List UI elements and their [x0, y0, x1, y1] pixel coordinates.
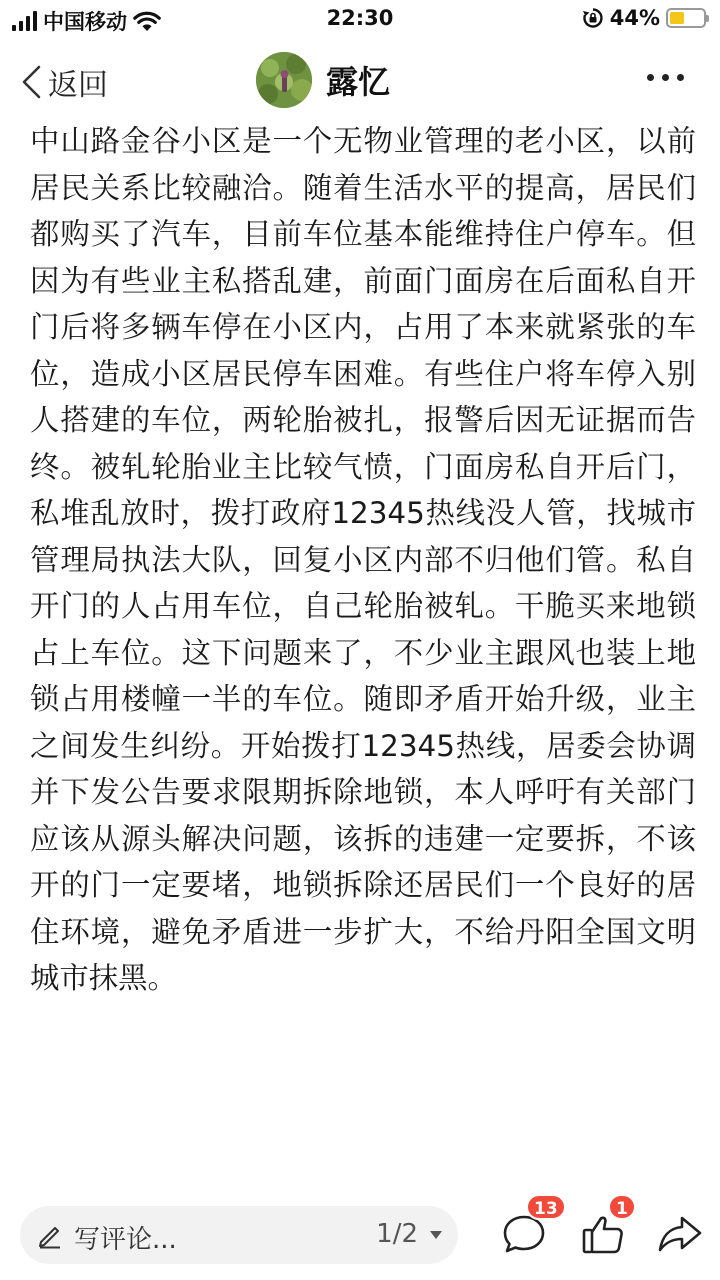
back-label: 返回	[48, 68, 108, 103]
comment-count-badge: 13	[526, 1194, 566, 1220]
chevron-left-icon	[20, 64, 42, 100]
like-count-badge: 1	[608, 1194, 636, 1220]
battery-fill	[670, 12, 684, 24]
rotation-lock-icon	[582, 7, 604, 29]
battery-icon	[666, 8, 706, 28]
back-button[interactable]	[20, 60, 108, 104]
comment-placeholder: 写评论...	[74, 1225, 177, 1255]
nav-user[interactable]	[256, 52, 390, 108]
battery-percent: 44%	[609, 6, 660, 30]
page-title: 露忆	[326, 63, 391, 101]
pen-icon	[36, 1221, 64, 1249]
carrier-name: 中国移动	[43, 10, 127, 34]
post-body: 中山路金谷小区是一个无物业管理的老小区，以前居民关系比较融洽。随着生活水平的提高，居民们都购买了汽车，目前车位基本能维持住户停车。但因为有些业主私搭乱建，前面门面房在后面私自开门后将多辆车停在小区内，占用了本来就紧张的车位，造成小区居民停车困难。有些住户将车停入别人搭建的车位，两轮胎被扎，报警后因无证据而告终。被轧轮胎业主比较气愤，门面房私自开后门，私堆乱放时，拨打政府12345热线没人管，找城市管理局执法大队，回复小区内部不归他们管。私自开门的人占用车位，自己轮胎被轧。干脆买来地锁占上车位。这下问题来了，不少业主跟风也装上地锁占用楼幢一半的车位。随即矛盾开始升级，业主之间发生纠纷。开始拨打12345热线，居委会协调并下发公告要求限期拆除地锁，本人呼吁有关部门应该从源头解决问题，该拆的违建一定要拆，不该开的门一定要堵，地锁拆除还居民们一个良好的居住环境，避免矛盾进一步扩大，不给丹阳全国文明城市抹黑。	[30, 124, 696, 995]
avatar-image	[256, 52, 312, 108]
nav-bar	[0, 44, 720, 120]
like-button[interactable]	[578, 1199, 630, 1260]
chevron-down-icon[interactable]	[430, 1231, 442, 1239]
more-icon[interactable]	[647, 64, 684, 91]
share-icon	[654, 1208, 706, 1260]
comment-input[interactable]	[20, 1206, 458, 1264]
avatar[interactable]	[256, 52, 312, 108]
share-button[interactable]	[654, 1208, 706, 1260]
bottom-bar	[0, 1194, 720, 1280]
status-bar	[0, 0, 720, 40]
status-right	[582, 6, 706, 30]
status-time: 22:30	[326, 6, 394, 30]
page-indicator[interactable]: 1/2	[376, 1219, 418, 1249]
comment-button[interactable]	[498, 1199, 558, 1260]
